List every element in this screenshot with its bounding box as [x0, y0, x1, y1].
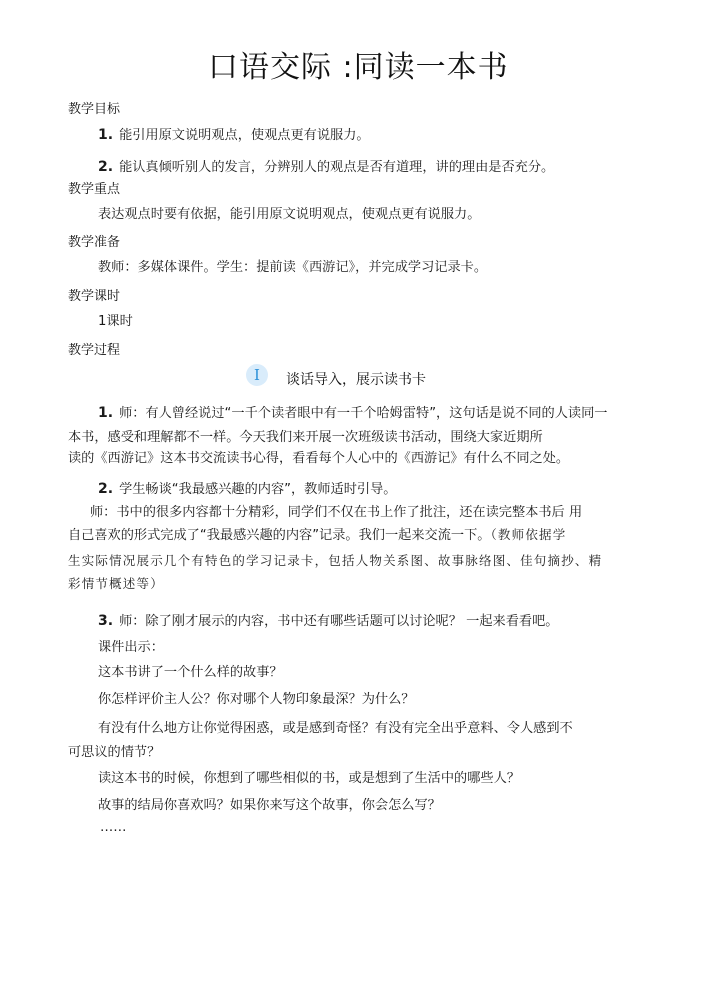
step-2-text: 学生畅谈“我最感兴趣的内容”，教师适时引导。: [119, 482, 397, 497]
question-2: 你怎样评价主人公？你对哪个人物印象最深？为什么？: [98, 692, 415, 707]
goal-item-2-text: 能认真倾听别人的发言，分辨别人的观点是否有道理，讲的理由是否充分。: [119, 160, 555, 175]
step-1-line-1: [98, 402, 607, 421]
part-1-title: 谈话导入，展示读书卡: [286, 372, 426, 388]
step-3-text: 师：除了刚才展示的内容，书中还有哪些话题可以讨论呢？ 一起来看看吧。: [119, 614, 559, 629]
part-1-badge: I: [246, 364, 268, 386]
step-2-para-line-2: [68, 524, 566, 543]
step-1-line-2: 本书，感受和理解都不一样。今天我们来开展一次班级读书活动，围绕大家近期所: [68, 430, 543, 445]
question-5: 故事的结局你喜欢吗？如果你来写这个故事，你会怎么写？: [98, 798, 441, 813]
question-3-line-1: 有没有什么地方让你觉得困惑，或是感到奇怪？有没有完全出乎意料、令人感到不: [98, 721, 573, 736]
goal-item-1: [98, 124, 370, 143]
question-3-line-2: 可思议的情节？: [68, 745, 161, 760]
goal-item-2: [98, 156, 554, 175]
prep-text: 教师：多媒体课件。学生：提前读《西游记》，并完成学习记录卡。: [98, 260, 488, 275]
step-1-line-3: 读的《西游记》这本书交流读书心得，看看每个人心中的《西游记》有什么不同之处。: [68, 451, 570, 466]
step-3-number: 3.: [98, 613, 114, 629]
goal-item-2-number: 2.: [98, 159, 114, 175]
goal-item-1-text: 能引用原文说明观点，使观点更有说服力。: [119, 128, 370, 143]
heading-teaching-process: 教学过程: [68, 343, 121, 358]
time-text: 1课时: [98, 314, 133, 329]
heading-teaching-time: 教学课时: [68, 289, 121, 304]
courseware-label: 课件出示：: [98, 640, 164, 655]
step-3-line-1: [98, 610, 558, 629]
focus-text: 表达观点时要有依据，能引用原文说明观点，使观点更有说服力。: [98, 207, 481, 222]
step-2-number: 2.: [98, 481, 114, 497]
question-4: 读这本书的时候，你想到了哪些相似的书，或是想到了生活中的哪些人？: [98, 771, 520, 786]
heading-teaching-goals: 教学目标: [68, 102, 121, 117]
step-2-line-1: [98, 478, 396, 497]
step-2-para-line-1: 师：书中的很多内容都十分精彩，同学们不仅在书上作了批注，还在读完整本书后 用: [90, 505, 583, 520]
step-2-para-text: 自己喜欢的形式完成了“我最感兴趣的内容”记录。我们一起来交流一下。: [68, 528, 491, 543]
step-2-note-inline: （教师依据学: [490, 527, 567, 542]
step-1-text-1: 师：有人曾经说过“一千个读者眼中有一千个哈姆雷特”，这句话是说不同的人读同一: [119, 406, 608, 421]
step-2-note-line-2: 彩情节概述等）: [68, 576, 164, 591]
goal-item-1-number: 1.: [98, 127, 114, 143]
heading-teaching-prep: 教学准备: [68, 235, 121, 250]
ellipsis: ……: [100, 820, 127, 835]
page-title: 口语交际 :同读一本书: [208, 50, 509, 85]
question-1: 这本书讲了一个什么样的故事？: [98, 665, 283, 680]
heading-teaching-focus: 教学重点: [68, 182, 121, 197]
step-1-number: 1.: [98, 405, 114, 421]
step-2-note-line-1: 生实际情况展示几个有特色的学习记录卡，包括人物关系图、故事脉络图、佳句摘抄、精: [68, 553, 603, 568]
